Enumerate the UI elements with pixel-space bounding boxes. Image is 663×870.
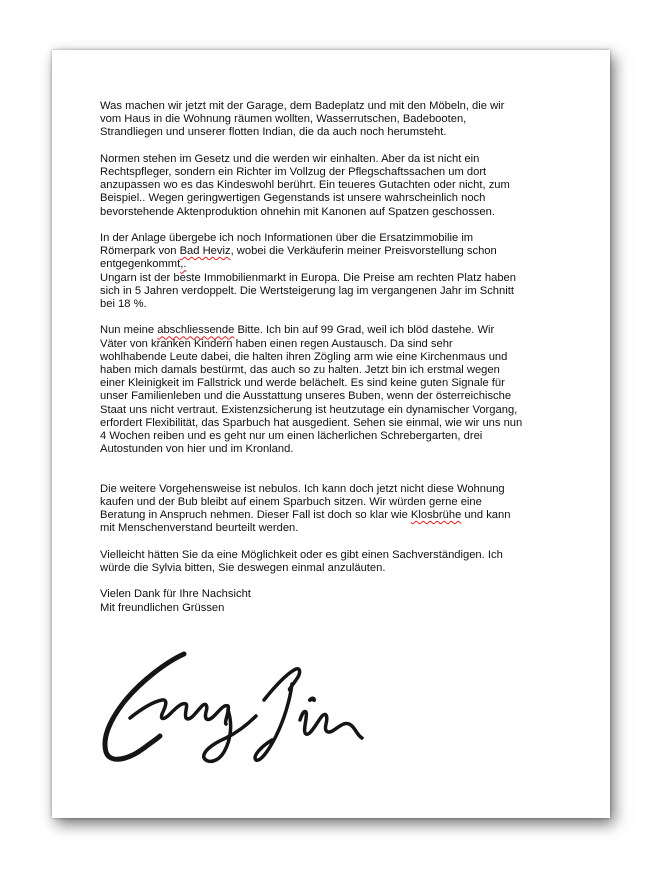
handwritten-signature: [96, 640, 376, 775]
anlage-text-3: Ungarn ist der beste Immobilienmarkt in Europa. Die Preise am rechten Platz haben sich in 5 Jahren verdoppelt. Die Wertsteigerung lag im vergangenen Jahr im Schnitt bei 18 %.: [100, 271, 517, 311]
spellcheck-klosbruehe: Klosbrühe: [410, 509, 462, 522]
paragraph-moeglichkeit: Vielleicht hätten Sie da eine Möglichkeit oder es gibt einen Sachverständigen. Ich würde die Sylvia bitten, Sie deswegen einmal anzuläuten.: [100, 548, 503, 575]
bitte-text-2: Bitte. Ich bin auf 99 Grad, weil ich blöd dastehe. Wir Väter von kranken Kindern haben einen regen Austausch. Da sind sehr wohlhabende Leute dabei, die halten ihren Zögling arm wie eine Kirchenmaus und haben mich damals bestürmt, das auch so zu halten. Jetzt bin ich erstmal wegen einer Kleinigkeit im Fallstrick und werde belächelt. Es sind keine guten Signale für unser Familienleben und die Ausstattung unseres Buben, wenn der österreichische Staat uns nicht vertraut. Existenzsicherung ist heutzutage ein dynamischer Vorgang, erfordert Flexibilität, das Sparbuch hat ausgedient. Sehen sie einmal, wie wir uns nun 4 Wochen reiben und es geht nur um einen lächerlichen Schrebergarten, drei Autostunden von hier und im Kronland.: [100, 324, 523, 456]
paragraph-normen: Normen stehen im Gesetz und die werden wir einhalten. Aber da ist nicht ein Rechtspfleger, sondern ein Richter im Vollzug der Pflegschaftssachen um dort anzupassen wo es das Kindeswohl berührt. Ein teueres Gutachten oder nicht, zum Beispiel.. Wegen geringwertigen Gegenstands ist unsere wahrscheinlich noch bevorstehende Aktenproduktion ohnehin mit Kanonen auf Spatzen geschossen.: [100, 152, 510, 218]
paragraph-vorgehensweise: [100, 483, 570, 536]
anlage-text-1: In der Anlage übergebe ich noch Informationen über die Ersatzimmobilie im Römerpark von: [100, 232, 474, 258]
bitte-text-1: Nun meine: [100, 324, 158, 337]
anlage-text-2: , wobei die Verkäuferin meiner Preisvorstellung schon entgegenkommt: [100, 245, 497, 271]
spellcheck-punctuation: ,.: [180, 258, 187, 271]
paragraph-garage: Was machen wir jetzt mit der Garage, dem Badeplatz und mit den Möbeln, die wir vom Haus in die Wohnung räumen wollten, Wasserrutschen, Badebooten, Strandliegen und unserer flotten Indian, die da auch noch herumsteht.: [100, 100, 505, 139]
spellcheck-abschliessende: abschliessende: [157, 324, 235, 337]
vorgehen-text-1: Die weitere Vorgehensweise ist nebulos. Ich kann doch jetzt nicht diese Wohnung kaufen und der Bub bleibt auf einem Sparbuch sitzen. Wir würden gerne eine Beratung in Anspruch nehmen. Dieser Fall ist doch so klar wie: [100, 482, 505, 522]
signature-stroke-6: [300, 711, 362, 738]
signature-stroke-5: [255, 684, 292, 760]
signature-stroke-4: [264, 669, 300, 700]
spellcheck-bad-heviz: Bad Heviz: [179, 245, 231, 258]
closing-thanks: Vielen Dank für Ihre Nachsicht: [100, 588, 251, 601]
letter-page: [52, 50, 610, 818]
letter-body: [100, 100, 570, 615]
signature-stroke-2: [130, 700, 228, 724]
paragraph-anlage: [100, 232, 570, 311]
signature-dot: [310, 699, 314, 701]
vorgehen-text-2: und kann mit Menschenverstand beurteilt werden.: [100, 509, 511, 535]
paragraph-bitte: [100, 324, 570, 456]
closing-greeting: Mit freundlichen Grüssen: [100, 601, 225, 614]
